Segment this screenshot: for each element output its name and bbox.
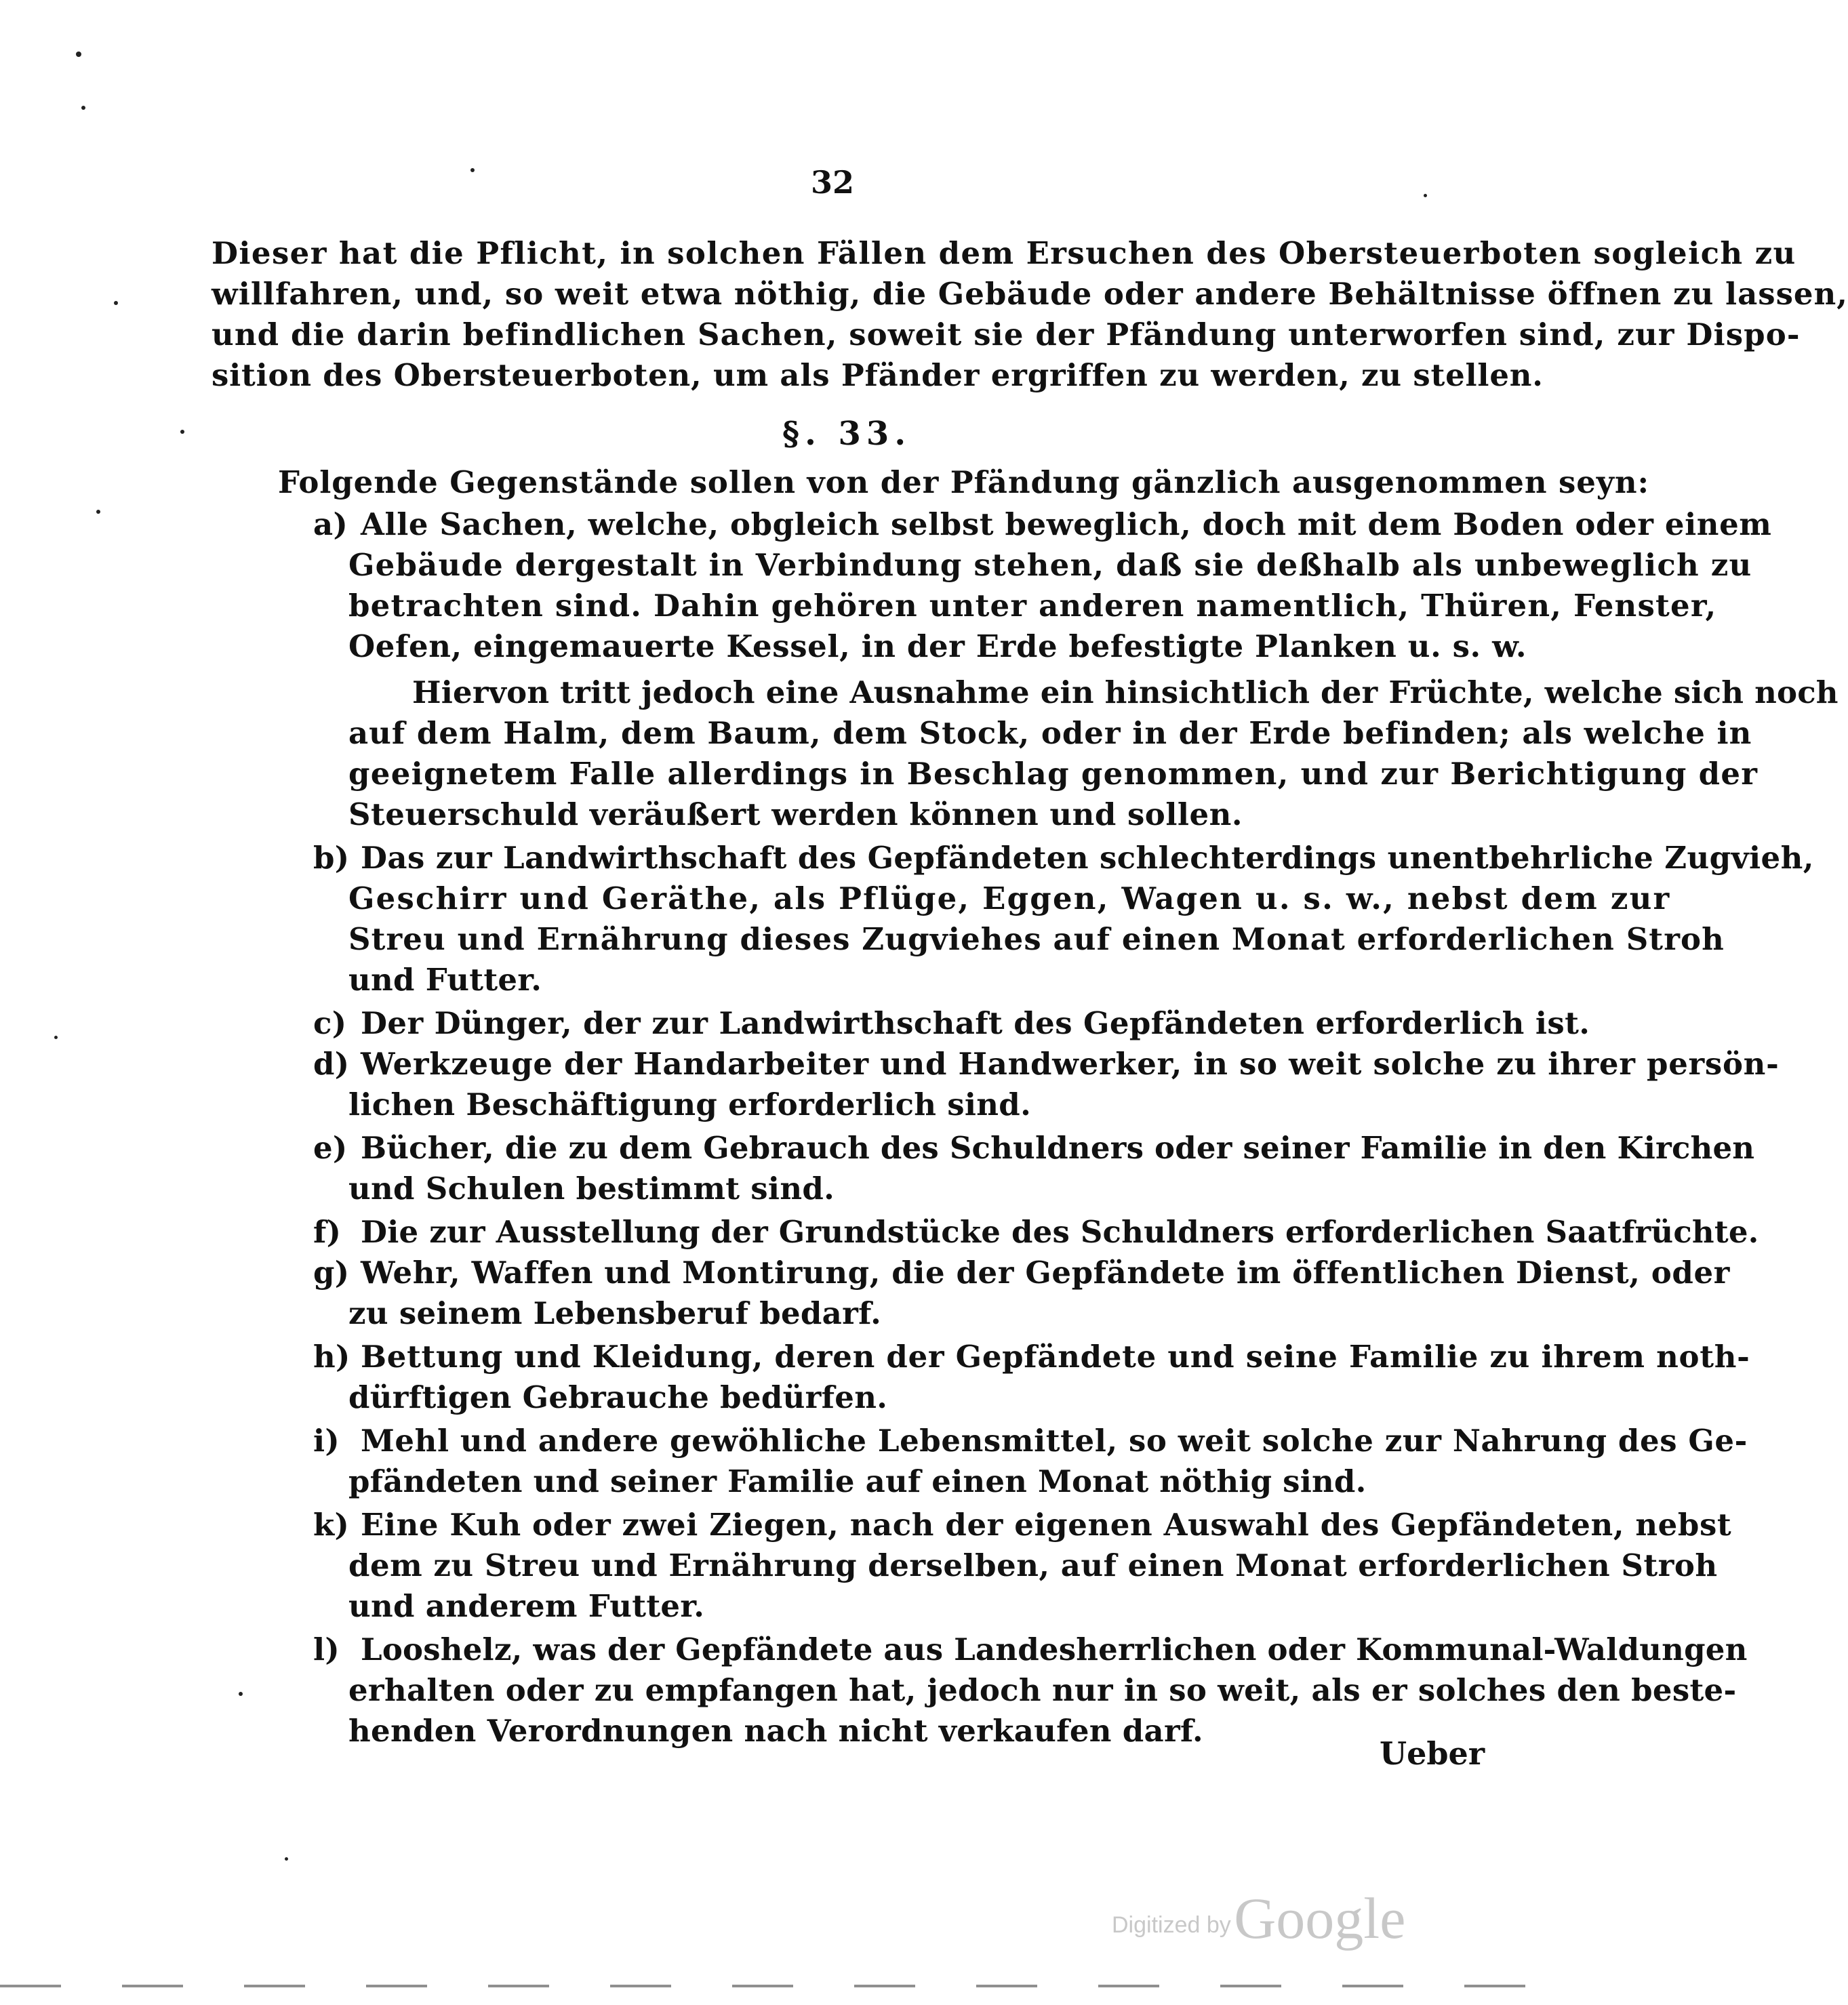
item-line: Oefen, eingemauerte Kessel, in der Erde befestigte Planken u. s. w. bbox=[348, 628, 1527, 664]
item-marker: h) bbox=[313, 1339, 350, 1375]
item-marker: d) bbox=[313, 1046, 350, 1082]
watermark-brand: Google bbox=[1234, 1886, 1406, 1951]
item-marker: f) bbox=[313, 1214, 342, 1250]
item-line: Streu und Ernährung dieses Zugviehes auf einen Monat erforderlichen Stroh bbox=[348, 921, 1725, 957]
item-marker: k) bbox=[313, 1507, 350, 1543]
item-marker: a) bbox=[313, 506, 348, 542]
item-line: Eine Kuh oder zwei Ziegen, nach der eigenen Auswahl des Gepfändeten, nebst bbox=[361, 1507, 1732, 1543]
scan-speck bbox=[1424, 194, 1427, 197]
item-line: und anderem Futter. bbox=[348, 1588, 705, 1624]
item-line: lichen Beschäftigung erforderlich sind. bbox=[348, 1087, 1032, 1122]
intro-line: Dieser hat die Pflicht, in solchen Fällen dem Ersuchen des Obersteuerboten sogleich zu bbox=[212, 235, 1796, 271]
bottom-edge-artifact bbox=[0, 1985, 1577, 1987]
item-line: Bücher, die zu dem Gebrauch des Schuldners oder seiner Familie in den Kirchen bbox=[361, 1130, 1755, 1166]
item-line: dem zu Streu und Ernährung derselben, auf einen Monat erforderlichen Stroh bbox=[348, 1547, 1718, 1583]
item-line: Die zur Ausstellung der Grundstücke des Schuldners erforderlichen Saatfrüchte. bbox=[361, 1214, 1759, 1250]
scan-speck bbox=[96, 510, 100, 514]
item-line: Geschirr und Geräthe, als Pflüge, Eggen, Wagen u. s. w., nebst dem zur bbox=[348, 880, 1671, 916]
item-marker: i) bbox=[313, 1423, 340, 1459]
item-line: Looshelz, was der Gepfändete aus Landesherrlichen oder Kommunal-Waldungen bbox=[361, 1632, 1748, 1667]
item-line: betrachten sind. Dahin gehören unter anderen namentlich, Thüren, Fenster, bbox=[348, 588, 1717, 624]
item-line: dürftigen Gebrauche bedürfen. bbox=[348, 1379, 888, 1415]
item-line: Werkzeuge der Handarbeiter und Handwerker, in so weit solche zu ihrer persön- bbox=[361, 1046, 1780, 1082]
scan-speck bbox=[114, 301, 118, 305]
item-line: Bettung und Kleidung, deren der Gepfändete und seine Familie zu ihrem noth- bbox=[361, 1339, 1750, 1375]
scan-speck bbox=[54, 1036, 58, 1039]
page-number: 32 bbox=[811, 164, 855, 201]
item-marker: g) bbox=[313, 1255, 350, 1291]
item-marker: l) bbox=[313, 1632, 340, 1667]
scan-speck bbox=[81, 106, 85, 110]
item-marker: e) bbox=[313, 1130, 348, 1166]
intro-line: sition des Obersteuerboten, um als Pfänder ergriffen zu werden, zu stellen. bbox=[212, 357, 1544, 393]
scan-speck bbox=[239, 1692, 243, 1696]
item-marker: c) bbox=[313, 1005, 347, 1041]
lead-line: Folgende Gegenstände sollen von der Pfändung gänzlich ausgenommen seyn: bbox=[278, 464, 1649, 500]
scan-speck bbox=[180, 430, 184, 434]
scan-speck bbox=[76, 52, 81, 57]
intro-line: und die darin befindlichen Sachen, soweit sie der Pfändung unterworfen sind, zur Dispo- bbox=[212, 317, 1801, 352]
item-line: henden Verordnungen nach nicht verkaufen darf. bbox=[348, 1713, 1203, 1749]
item-line: Steuerschuld veräußert werden können und sollen. bbox=[348, 796, 1243, 832]
item-line: und Schulen bestimmt sind. bbox=[348, 1171, 835, 1207]
item-marker: b) bbox=[313, 840, 350, 876]
intro-line: willfahren, und, so weit etwa nöthig, die Gebäude oder andere Behältnisse öffnen zu lassen, bbox=[212, 276, 1848, 312]
watermark-prefix: Digitized by bbox=[1112, 1912, 1231, 1938]
scan-speck bbox=[470, 168, 475, 172]
digitized-by-watermark bbox=[1112, 1884, 1405, 1952]
item-line: Mehl und andere gewöhliche Lebensmittel, so weit solche zur Nahrung des Ge- bbox=[361, 1423, 1748, 1459]
item-line: Der Dünger, der zur Landwirthschaft des Gepfändeten erforderlich ist. bbox=[361, 1005, 1590, 1041]
item-line: Wehr, Waffen und Montirung, die der Gepfändete im öffentlichen Dienst, oder bbox=[361, 1255, 1730, 1291]
section-title: §. 33. bbox=[782, 415, 912, 453]
item-line: Gebäude dergestalt in Verbindung stehen, daß sie deßhalb als unbeweglich zu bbox=[348, 547, 1752, 583]
item-line: pfändeten und seiner Familie auf einen Monat nöthig sind. bbox=[348, 1463, 1367, 1499]
item-line: zu seinem Lebensberuf bedarf. bbox=[348, 1295, 882, 1331]
item-line: erhalten oder zu empfangen hat, jedoch nur in so weit, als er solches den beste- bbox=[348, 1672, 1737, 1708]
scan-speck bbox=[285, 1857, 288, 1861]
item-line: auf dem Halm, dem Baum, dem Stock, oder in der Erde befinden; als welche in bbox=[348, 715, 1752, 751]
item-line: geeignetem Falle allerdings in Beschlag genommen, und zur Berichtigung der bbox=[348, 756, 1759, 792]
item-line: Hiervon tritt jedoch eine Ausnahme ein hinsichtlich der Früchte, welche sich noch bbox=[412, 674, 1839, 710]
catchword: Ueber bbox=[1380, 1735, 1485, 1772]
item-line: Das zur Landwirthschaft des Gepfändeten schlechterdings unentbehrliche Zugvieh, bbox=[361, 840, 1814, 876]
item-line: und Futter. bbox=[348, 962, 542, 998]
item-line: Alle Sachen, welche, obgleich selbst beweglich, doch mit dem Boden oder einem bbox=[361, 506, 1772, 542]
